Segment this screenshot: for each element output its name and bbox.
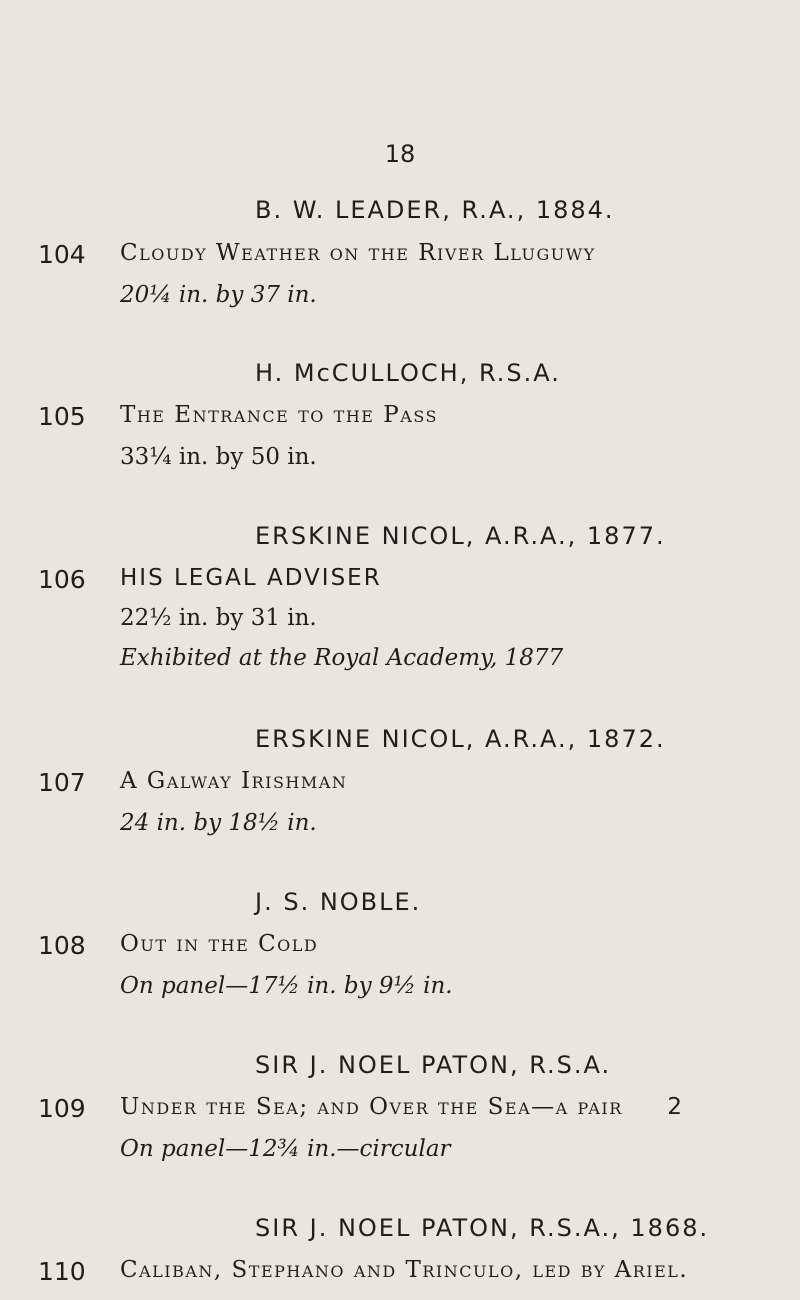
artist-heading: J. S. NOBLE. bbox=[255, 888, 422, 916]
lot-number: 110 bbox=[38, 1257, 86, 1286]
lot-number: 105 bbox=[38, 402, 86, 431]
quantity: 2 bbox=[667, 1094, 682, 1120]
painting-title: Caliban, Stephano and Trinculo, led by Ariel. bbox=[120, 1257, 689, 1283]
lot-number: 104 bbox=[38, 240, 86, 269]
dimensions: 20¼ in. by 37 in. bbox=[120, 282, 317, 308]
dimensions: On panel—17½ in. by 9½ in. bbox=[120, 973, 453, 999]
dimensions: 24 in. by 18½ in. bbox=[120, 810, 317, 836]
page-number: 18 bbox=[384, 140, 416, 168]
lot-number: 106 bbox=[38, 565, 86, 594]
artist-heading: SIR J. NOEL PATON, R.S.A., 1868. bbox=[255, 1214, 710, 1242]
artist-heading: H. McCULLOCH, R.S.A. bbox=[255, 359, 561, 387]
painting-title: The Entrance to the Pass bbox=[120, 402, 438, 428]
artist-heading: SIR J. NOEL PATON, R.S.A. bbox=[255, 1051, 612, 1079]
painting-title: Out in the Cold bbox=[120, 931, 319, 957]
artist-heading: B. W. LEADER, R.A., 1884. bbox=[255, 196, 615, 224]
dimensions: 22½ in. by 31 in. bbox=[120, 605, 317, 631]
painting-title: Under the Sea; and Over the Sea—a pair bbox=[120, 1094, 623, 1120]
lot-number: 107 bbox=[38, 768, 86, 797]
exhibition-note: Exhibited at the Royal Academy, 1877 bbox=[120, 645, 564, 671]
painting-title: HIS LEGAL ADVISER bbox=[120, 565, 382, 591]
artist-heading: ERSKINE NICOL, A.R.A., 1872. bbox=[255, 725, 666, 753]
lot-number: 108 bbox=[38, 931, 86, 960]
artist-heading: ERSKINE NICOL, A.R.A., 1877. bbox=[255, 522, 666, 550]
lot-number: 109 bbox=[38, 1094, 86, 1123]
dimensions: On panel—12¾ in.—circular bbox=[120, 1136, 451, 1162]
painting-title: A Galway Irishman bbox=[120, 768, 348, 794]
painting-title: Cloudy Weather on the River Lluguwy bbox=[120, 240, 596, 266]
dimensions: 33¼ in. by 50 in. bbox=[120, 444, 317, 470]
